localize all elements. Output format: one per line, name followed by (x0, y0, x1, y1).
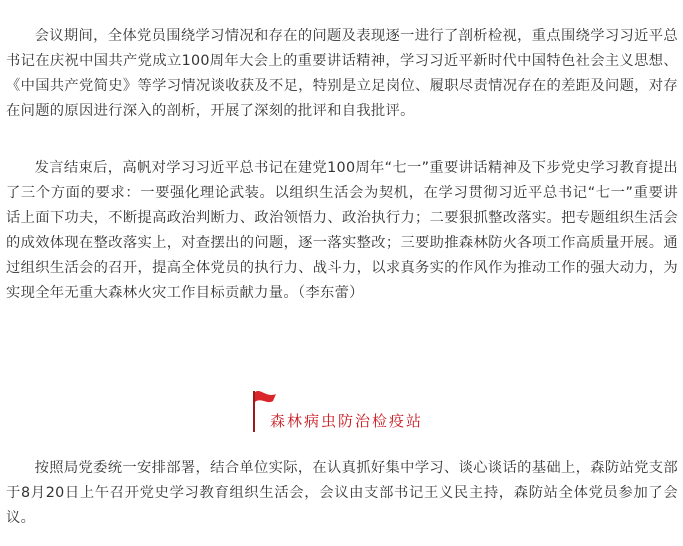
section-heading (248, 388, 448, 438)
article-paragraph-2: 发言结束后，高帆对学习习近平总书记在建党100周年“七一”重要讲话精神及下步党史学习教育提出了三个方面的要求：一要强化理论武装。以组织生活会为契机，在学习贯彻习近平总书记“七一”重要讲话上面下功夫，不断提高政治判断力、政治领悟力、政治执行力；二要狠抓整改落实。把专题组织生活会的成效体现在整改落实上，对查摆出的问题，逐一落实整改；三要助推森林防火各项工作高质量开展。通过组织生活会的召开，提高全体党员的执行力、战斗力，以求真务实的作风作为推动工作的强大动力，为实现全年无重大森林火灾工作目标贡献力量。（李东蕾） (6, 160, 678, 301)
article-paragraph-3: 按照局党委统一安排部署，结合单位实际，在认真抓好集中学习、谈心谈话的基础上，森防站党支部于8月20日上午召开党史学习教育组织生活会，会议由支部书记王义民主持，森防站全体党员参加了会议。 (6, 460, 678, 526)
section-heading-text: 森林病虫防治检疫站 (270, 412, 424, 430)
article-paragraph-1: 会议期间，全体党员围绕学习情况和存在的问题及表现逐一进行了剖析检视，重点围绕学习习近平总书记在庆祝中国共产党成立100周年大会上的重要讲话精神，学习习近平新时代中国特色社会主义思想、《中国共产党简史》等学习情况谈收获及不足，特别是立足岗位、履职尽责情况存在的差距及问题，对存在问题的原因进行深入的剖析，开展了深刻的批评和自我批评。 (6, 28, 678, 119)
